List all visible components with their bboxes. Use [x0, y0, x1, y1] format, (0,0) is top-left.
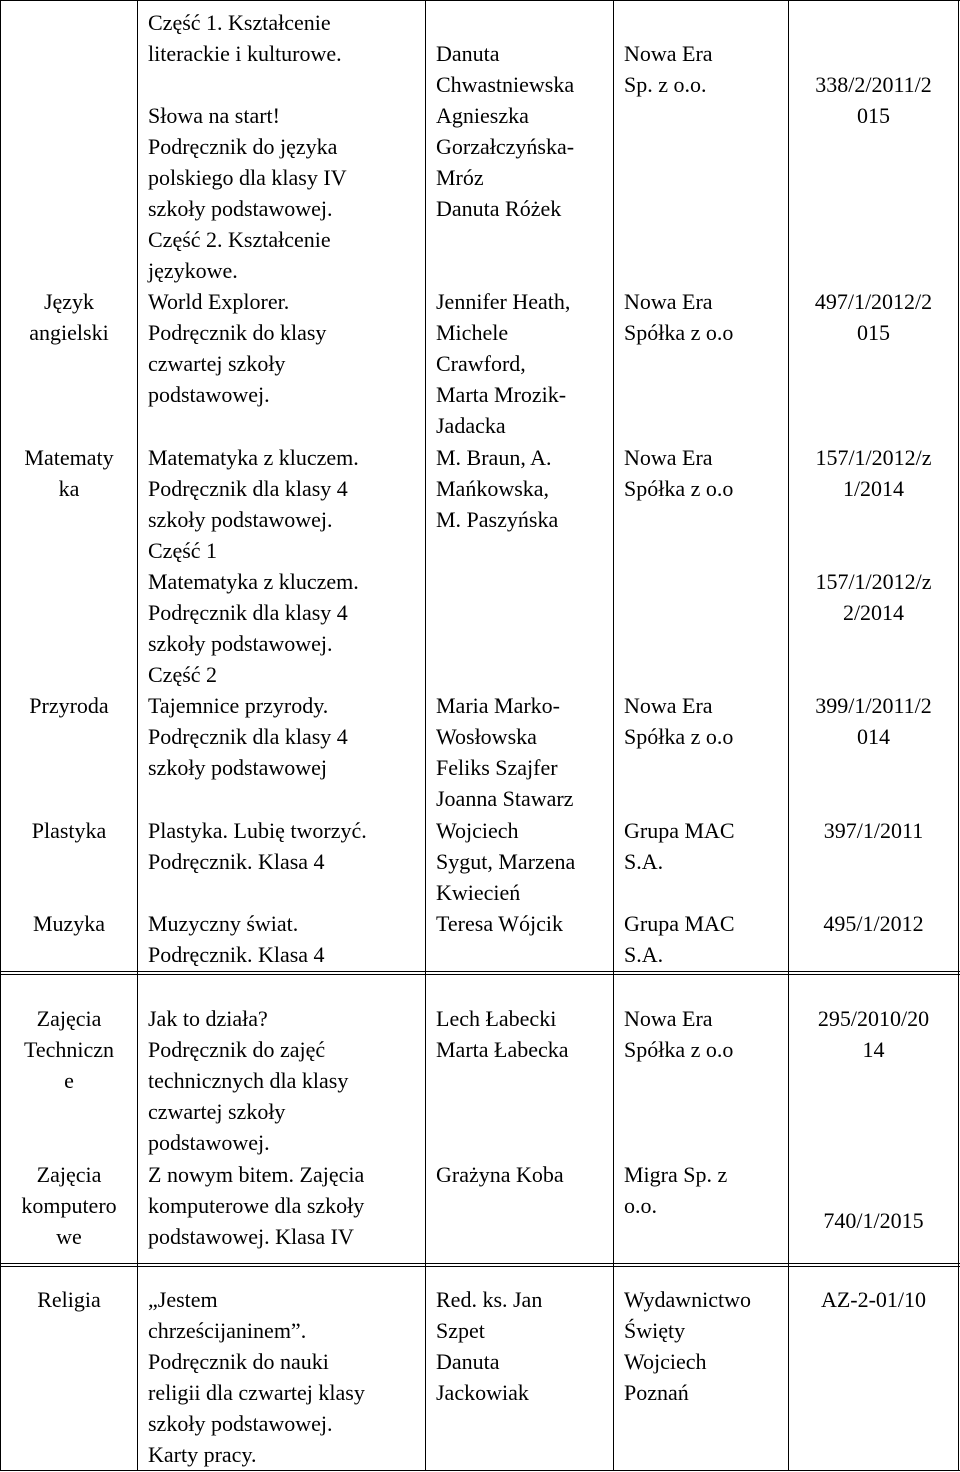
- nature-approval-number: 399/1/2011/2 014: [815, 693, 932, 749]
- lang-cont-publisher: Nowa Era Sp. z o.o.: [624, 41, 713, 97]
- lang-cont-approval-number: 338/2/2011/2 015: [815, 72, 932, 128]
- english-title: World Explorer. Podręcznik do klasy czwartej szkoły podstawowej.: [148, 289, 327, 407]
- row-divider: [0, 1263, 960, 1264]
- religion-subject: Religia: [37, 1287, 101, 1312]
- music-subject: Muzyka: [32, 911, 106, 936]
- table-border-right: [958, 0, 959, 1471]
- computer-authors: Grażyna Koba: [436, 1162, 564, 1187]
- row-divider: [0, 971, 960, 972]
- column-divider: [137, 0, 138, 1471]
- column-divider: [425, 0, 426, 1471]
- nature-title: Tajemnice przyrody. Podręcznik dla klasy 4 szkoły podstawowej: [148, 693, 348, 780]
- religion-authors: Red. ks. Jan Szpet Danuta Jackowiak: [436, 1287, 543, 1405]
- tech-title: Jak to działa? Podręcznik do zajęć technicznych dla klasy czwartej szkoły podstawowej.: [148, 1006, 349, 1155]
- nature-publisher: Nowa Era Spółka z o.o: [624, 693, 734, 749]
- art-title: Plastyka. Lubię tworzyć. Podręcznik. Klasa 4: [148, 818, 367, 874]
- religion-title: „Jestem chrześcijaninem”. Podręcznik do nauki religii dla czwartej klasy szkoły podstawowej. Karty pracy.: [148, 1287, 365, 1467]
- math-approval-number-1: 157/1/2012/z 1/2014: [815, 445, 932, 501]
- nature-authors: Maria Marko- Wosłowska Feliks Szajfer Joanna Stawarz: [436, 693, 574, 811]
- english-publisher: Nowa Era Spółka z o.o: [624, 289, 734, 345]
- art-authors: Wojciech Sygut, Marzena Kwiecień: [436, 818, 576, 905]
- row-divider: [0, 974, 960, 975]
- table-border-top: [0, 0, 960, 1]
- music-title: Muzyczny świat. Podręcznik. Klasa 4: [148, 911, 325, 967]
- music-approval-number: 495/1/2012: [823, 911, 924, 936]
- art-publisher: Grupa MAC S.A.: [624, 818, 735, 874]
- math-approval-number-2: 157/1/2012/z 2/2014: [815, 569, 932, 625]
- lang-cont-authors: Danuta Chwastniewska Agnieszka Gorzałczyńska- Mróz Danuta Różek: [436, 41, 575, 221]
- art-subject: Plastyka: [31, 818, 107, 843]
- math-publisher: Nowa Era Spółka z o.o: [624, 445, 734, 501]
- music-authors: Teresa Wójcik: [436, 911, 563, 936]
- tech-authors: Lech Łabecki Marta Łabecka: [436, 1006, 569, 1062]
- english-subject: Język angielski: [29, 289, 109, 345]
- math-title: Matematyka z kluczem. Podręcznik dla klasy 4 szkoły podstawowej. Część 1 Matematyka z kluczem. Podręcznik dla klasy 4 szkoły podstawowej. Część 2: [148, 445, 359, 687]
- english-authors: Jennifer Heath, Michele Crawford, Marta Mrozik- Jadacka: [436, 289, 571, 438]
- english-approval-number: 497/1/2012/2 015: [814, 289, 933, 345]
- nature-subject: Przyroda: [29, 693, 109, 718]
- lang-cont-title: Część 1. Kształcenie literackie i kulturowe. Słowa na start! Podręcznik do języka polskiego dla klasy IV szkoły podstawowej. Część 2. Kształcenie językowe.: [148, 10, 347, 283]
- computer-subject: Zajęcia komputero we: [21, 1162, 117, 1249]
- tech-approval-number: 295/2010/20 14: [817, 1006, 930, 1062]
- music-publisher: Grupa MAC S.A.: [624, 911, 735, 967]
- table-border-bottom: [0, 1470, 960, 1471]
- computer-publisher: Migra Sp. z o.o.: [624, 1162, 728, 1218]
- row-divider: [0, 1266, 960, 1267]
- math-subject: Matematy ka: [24, 445, 114, 501]
- column-divider: [613, 0, 614, 1471]
- art-approval-number: 397/1/2011: [823, 818, 924, 843]
- religion-publisher: Wydawnictwo Święty Wojciech Poznań: [624, 1287, 751, 1405]
- tech-subject: Zajęcia Techniczn e: [23, 1006, 115, 1093]
- math-authors: M. Braun, A. Mańkowska, M. Paszyńska: [436, 445, 559, 532]
- computer-title: Z nowym bitem. Zajęcia komputerowe dla szkoły podstawowej. Klasa IV: [148, 1162, 365, 1249]
- computer-approval-number: 740/1/2015: [823, 1208, 924, 1233]
- tech-publisher: Nowa Era Spółka z o.o: [624, 1006, 734, 1062]
- religion-approval-number: AZ-2-01/10: [820, 1287, 927, 1312]
